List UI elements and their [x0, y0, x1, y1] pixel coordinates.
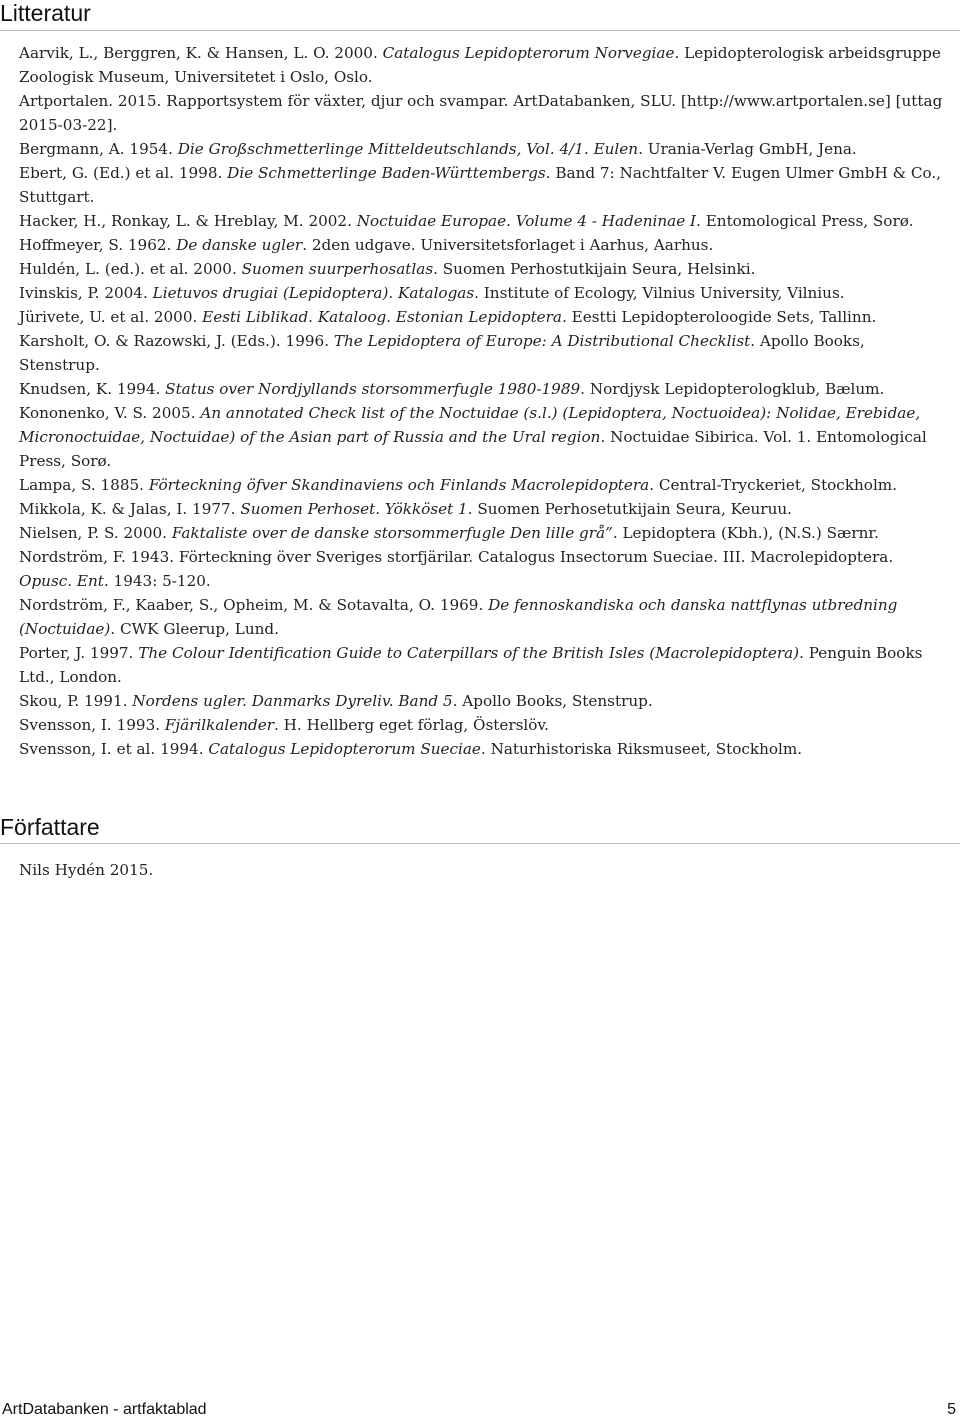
reference-item	[19, 521, 944, 545]
reference-title: Catalogus Lepidopterorum Norvegiae	[382, 44, 675, 62]
reference-item	[19, 737, 944, 761]
reference-item	[19, 209, 944, 233]
reference-text: Karsholt, O. & Razowski, J. (Eds.). 1996.	[19, 332, 334, 350]
reference-item	[19, 689, 944, 713]
reference-item	[19, 137, 944, 161]
authors-heading: Författare	[0, 814, 100, 840]
reference-title: Nordens ugler. Danmarks Dyreliv. Band 5	[132, 692, 453, 710]
reference-item	[19, 641, 944, 689]
footer-page-number: 5	[947, 1401, 956, 1418]
reference-item	[19, 497, 944, 521]
authors-heading-rule	[0, 843, 960, 844]
reference-text: . Entomological Press, Sorø.	[696, 212, 914, 230]
reference-text: Mikkola, K. & Jalas, I. 1977.	[19, 500, 241, 518]
reference-text: . Central-Tryckeriet, Stockholm.	[649, 476, 898, 494]
reference-text: Porter, J. 1997.	[19, 644, 139, 662]
reference-text: . 2den udgave. Universitetsforlaget i Aarhus, Aarhus.	[302, 236, 714, 254]
reference-text: . Urania-Verlag GmbH, Jena.	[638, 140, 857, 158]
reference-text: Nordström, F. 1943. Förteckning över Sveriges storfjärilar. Catalogus Insectorum Sueciae. III. Macrolepidoptera.	[19, 548, 894, 566]
reference-text: Lampa, S. 1885.	[19, 476, 149, 494]
reference-text: Jürivete, U. et al. 2000.	[19, 308, 203, 326]
reference-title: Noctuidae Europae. Volume 4 - Hadeninae I	[356, 212, 697, 230]
reference-title: Die Schmetterlinge Baden-Württembergs	[227, 164, 546, 182]
reference-item	[19, 233, 944, 257]
reference-text: . Nordjysk Lepidopterologklub, Bælum.	[580, 380, 885, 398]
references-heading: Litteratur	[0, 0, 91, 26]
reference-title: Suomen suurperhosatlas	[241, 260, 434, 278]
reference-title: Förteckning öfver Skandinaviens och Finlands Macrolepidoptera	[148, 476, 650, 494]
reference-text: Bergmann, A. 1954.	[19, 140, 178, 158]
reference-text: . Lepidoptera (Kbh.), (N.S.) Særnr.	[612, 524, 879, 542]
reference-item	[19, 161, 944, 209]
reference-list	[19, 41, 944, 761]
reference-title: Suomen Perhoset. Yökköset 1	[240, 500, 468, 518]
reference-title: An annotated Check list of the Noctuidae (s.l.) (Lepidoptera, Noctuoidea): Nolidae, Erebidae, Micronoctuidae, Noctuidae) of the Asian part of Russia and the Ural region	[19, 404, 921, 446]
reference-text: Svensson, I. 1993.	[19, 716, 165, 734]
reference-text: . H. Hellberg eget förlag, Österslöv.	[274, 716, 549, 734]
reference-item	[19, 593, 944, 641]
reference-item	[19, 257, 944, 281]
reference-title: Lietuvos drugiai (Lepidoptera). Katalogas	[152, 284, 475, 302]
reference-title: Opusc. Ent	[19, 572, 104, 590]
reference-text: . Noctuidae Sibirica. Vol. 1. Entomological Press, Sorø.	[19, 428, 927, 470]
reference-title: Fjärilkalender	[164, 716, 275, 734]
reference-item	[19, 305, 944, 329]
reference-text: Hacker, H., Ronkay, L. & Hreblay, M. 2002.	[19, 212, 357, 230]
reference-item	[19, 401, 944, 473]
reference-item	[19, 281, 944, 305]
reference-text: . Eestti Lepidopteroloogide Sets, Tallinn.	[561, 308, 877, 326]
reference-title: The Lepidoptera of Europe: A Distributional Checklist	[333, 332, 751, 350]
reference-title: Die Großschmetterlinge Mitteldeutschlands, Vol. 4/1. Eulen	[177, 140, 639, 158]
reference-title: Eesti Liblikad. Kataloog. Estonian Lepidoptera	[202, 308, 562, 326]
reference-text: Skou, P. 1991.	[19, 692, 133, 710]
reference-text: Ivinskis, P. 2004.	[19, 284, 153, 302]
reference-text: Nordström, F., Kaaber, S., Opheim, M. & Sotavalta, O. 1969.	[19, 596, 489, 614]
references-heading-rule	[0, 30, 960, 31]
reference-item	[19, 377, 944, 401]
reference-item	[19, 473, 944, 497]
reference-text: . CWK Gleerup, Lund.	[110, 620, 279, 638]
reference-title: Faktaliste over de danske storsommerfugle Den lille grå”	[171, 524, 613, 542]
reference-text: Hoffmeyer, S. 1962.	[19, 236, 177, 254]
reference-text: . Institute of Ecology, Vilnius University, Vilnius.	[474, 284, 845, 302]
reference-text: . Penguin Books Ltd., London.	[19, 644, 923, 686]
reference-text: Kononenko, V. S. 2005.	[19, 404, 201, 422]
reference-text: Nielsen, P. S. 2000.	[19, 524, 172, 542]
reference-text: . Suomen Perhostutkijain Seura, Helsinki.	[433, 260, 756, 278]
reference-item	[19, 89, 944, 137]
reference-title: De fennoskandiska och danska nattflynas utbredning (Noctuidae)	[19, 596, 898, 638]
reference-title: Catalogus Lepidopterorum Sueciae	[208, 740, 481, 758]
authors-text: Nils Hydén 2015.	[19, 861, 154, 879]
reference-text: . Band 7: Nachtfalter V. Eugen Ulmer GmbH & Co., Stuttgart.	[19, 164, 942, 206]
reference-text: Huldén, L. (ed.). et al. 2000.	[19, 260, 242, 278]
reference-item	[19, 713, 944, 737]
reference-item	[19, 41, 944, 89]
reference-title: De danske ugler	[176, 236, 303, 254]
reference-item	[19, 545, 944, 593]
reference-text: Knudsen, K. 1994.	[19, 380, 166, 398]
reference-title: The Colour Identification Guide to Caterpillars of the British Isles (Macrolepidoptera)	[138, 644, 800, 662]
reference-text: . Lepidopterologisk arbeidsgruppe Zoologisk Museum, Universitetet i Oslo, Oslo.	[19, 44, 941, 86]
reference-text: . Naturhistoriska Riksmuseet, Stockholm.	[480, 740, 803, 758]
reference-text: . Apollo Books, Stenstrup.	[452, 692, 653, 710]
reference-text: Aarvik, L., Berggren, K. & Hansen, L. O. 2000.	[19, 44, 383, 62]
reference-text: Ebert, G. (Ed.) et al. 1998.	[19, 164, 228, 182]
reference-text: . Apollo Books, Stenstrup.	[19, 332, 865, 374]
reference-title: Status over Nordjyllands storsommerfugle 1980-1989	[165, 380, 581, 398]
reference-text: Svensson, I. et al. 1994.	[19, 740, 209, 758]
reference-text: Artportalen. 2015. Rapportsystem för växter, djur och svampar. ArtDatabanken, SLU. [http://www.artportalen.se] [uttag 2015-03-22].	[19, 92, 943, 134]
footer-publisher: ArtDatabanken - artfaktablad	[2, 1401, 207, 1418]
reference-item	[19, 329, 944, 377]
reference-text: . 1943: 5-120.	[103, 572, 211, 590]
reference-text: . Suomen Perhosetutkijain Seura, Keuruu.	[467, 500, 792, 518]
